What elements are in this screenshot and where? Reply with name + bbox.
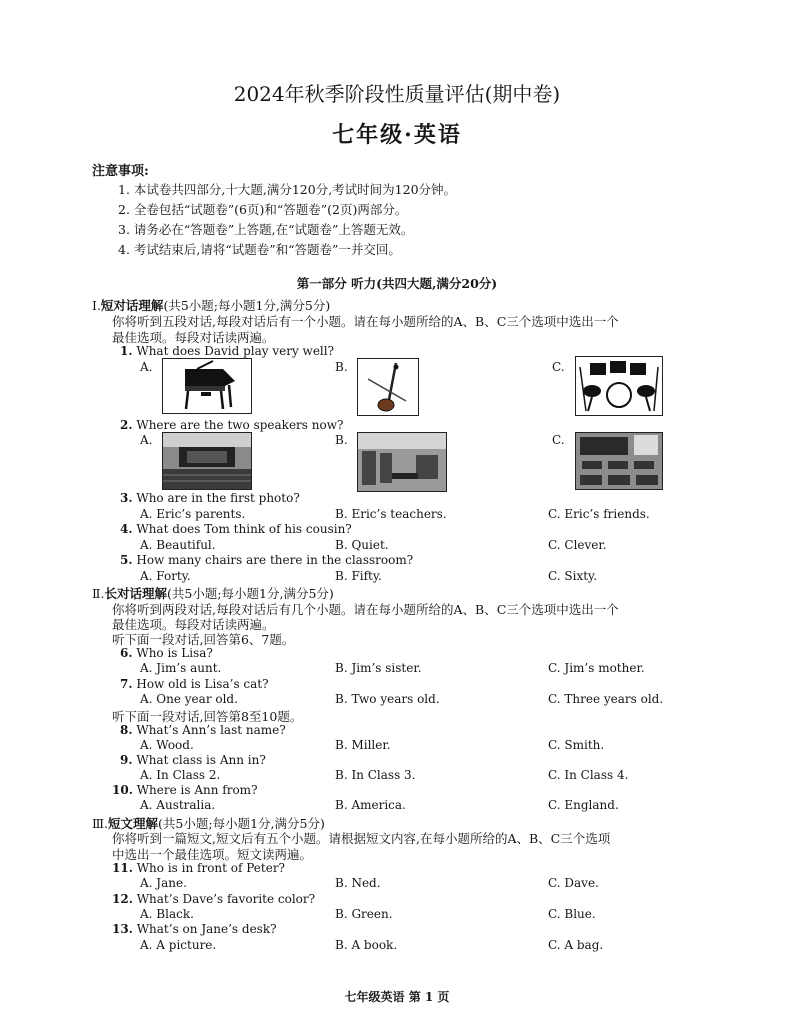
option-c: C. Eric’s friends. <box>548 507 650 521</box>
section-meta: (共5小题;每小题1分,满分5分) <box>158 816 325 831</box>
option-a: A. Forty. <box>140 569 191 583</box>
part1-heading: 第一部分 听力(共四大题,满分20分) <box>296 276 498 291</box>
question-number: 12. <box>112 892 133 906</box>
hall-picture <box>162 432 252 490</box>
classroom-photo-icon <box>576 433 662 489</box>
option-b: B. Miller. <box>335 738 391 752</box>
question-text: What’s on Jane’s desk? <box>136 922 277 936</box>
library-picture <box>357 432 447 492</box>
option-a: A. Jane. <box>140 876 187 890</box>
option-a: A. Beautiful. <box>140 538 216 552</box>
question-number: 11. <box>112 861 133 875</box>
picture-label-b: B. <box>335 433 348 447</box>
option-a: A. In Class 2. <box>140 768 221 782</box>
option-b: B. Quiet. <box>335 538 389 552</box>
drum-set-picture <box>575 356 663 416</box>
option-b: B. A book. <box>335 938 398 952</box>
section-number: Ⅲ. <box>92 816 109 831</box>
question-text: What class is Ann in? <box>136 753 266 767</box>
question-number: 3. <box>120 491 133 505</box>
note-item: 2. 全卷包括“试题卷”(6页)和“答题卷”(2页)两部分。 <box>118 202 408 217</box>
option-c: C. Jim’s mother. <box>548 661 645 675</box>
question-text: What’s Dave’s favorite color? <box>136 892 316 906</box>
question-number: 8. <box>120 723 133 737</box>
option-c: C. Smith. <box>548 738 605 752</box>
option-b: B. Jim’s sister. <box>335 661 422 675</box>
question <box>112 783 258 797</box>
section-instruction: 中选出一个最佳选项。短文读两遍。 <box>112 847 313 862</box>
question-text: What does Tom think of his cousin? <box>136 522 352 536</box>
question <box>112 861 285 875</box>
question <box>120 723 286 737</box>
exam-title: 2024年秋季阶段性质量评估(期中卷) <box>233 82 561 106</box>
note-item: 1. 本试卷共四部分,十大题,满分120分,考试时间为120分钟。 <box>118 182 457 197</box>
option-b: B. Green. <box>335 907 393 921</box>
question <box>120 418 343 432</box>
section-instruction: 你将听到五段对话,每段对话后有一个小题。请在每小题所给的A、B、C三个选项中选出一个 <box>112 314 619 329</box>
option-a: A. Wood. <box>140 738 194 752</box>
question <box>120 553 413 567</box>
option-a: A. One year old. <box>140 692 238 706</box>
question-number: 6. <box>120 646 133 660</box>
question-text: Who are in the first photo? <box>136 491 300 505</box>
section-title: 短文理解 <box>108 816 159 831</box>
note-item: 4. 考试结束后,请将“试题卷”和“答题卷”一并交回。 <box>118 242 401 257</box>
piano-icon <box>163 359 251 413</box>
question <box>120 646 213 660</box>
section-meta: (共5小题;每小题1分,满分5分) <box>163 298 331 313</box>
section-instruction: 你将听到两段对话,每段对话后有几个小题。请在每小题所给的A、B、C三个选项中选出一个 <box>112 602 619 617</box>
option-b: B. America. <box>335 798 406 812</box>
question <box>120 344 334 358</box>
question-number: 7. <box>120 677 133 691</box>
question-text: Who is in front of Peter? <box>136 861 285 875</box>
option-c: C. In Class 4. <box>548 768 629 782</box>
picture-label-a: A. <box>140 433 153 447</box>
option-c: C. Clever. <box>548 538 607 552</box>
option-c: C. Dave. <box>548 876 599 890</box>
option-a: A. Australia. <box>140 798 216 812</box>
question <box>120 753 266 767</box>
question-number: 4. <box>120 522 133 536</box>
notes-heading: 注意事项: <box>92 164 149 179</box>
picture-label-a: A. <box>140 360 153 374</box>
page-footer: 七年级英语 第 1 页 <box>344 990 450 1004</box>
question-number: 2. <box>120 418 133 432</box>
section-instruction: 最佳选项。每段对话读两遍。 <box>112 617 275 632</box>
question-number: 10. <box>112 783 133 797</box>
question-text: How old is Lisa’s cat? <box>136 677 269 691</box>
option-c: C. England. <box>548 798 619 812</box>
question <box>112 892 315 906</box>
section-instruction: 你将听到一篇短文,短文后有五个小题。请根据短文内容,在每小题所给的A、B、C三个选项 <box>112 831 611 846</box>
dialogue-intro: 听下面一段对话,回答第6、7题。 <box>112 632 295 647</box>
option-b: B. Fifty. <box>335 569 382 583</box>
section-title: 长对话理解 <box>104 586 167 601</box>
drum-set-icon <box>576 357 662 415</box>
question-text: Where is Ann from? <box>136 783 258 797</box>
option-c: C. Three years old. <box>548 692 664 706</box>
dialogue-intro: 听下面一段对话,回答第8至10题。 <box>112 709 303 724</box>
erhu-picture <box>357 358 419 416</box>
picture-label-b: B. <box>335 360 348 374</box>
section-number: Ⅱ. <box>92 586 105 601</box>
option-a: A. Jim’s aunt. <box>140 661 222 675</box>
question <box>120 677 269 691</box>
option-c: C. Sixty. <box>548 569 598 583</box>
question-text: What does David play very well? <box>136 344 335 358</box>
option-c: C. Blue. <box>548 907 596 921</box>
option-b: B. Two years old. <box>335 692 440 706</box>
option-a: A. A picture. <box>140 938 217 952</box>
option-b: B. Eric’s teachers. <box>335 507 447 521</box>
question-number: 9. <box>120 753 133 767</box>
hall-photo-icon <box>163 433 251 489</box>
exam-subtitle: 七年级·英语 <box>332 122 462 148</box>
question-number: 5. <box>120 553 133 567</box>
picture-label-c: C. <box>552 433 565 447</box>
question-text: How many chairs are there in the classroom? <box>136 553 414 567</box>
section-title: 短对话理解 <box>100 298 164 313</box>
option-b: B. Ned. <box>335 876 381 890</box>
option-a: A. Eric’s parents. <box>140 507 246 521</box>
section-number: Ⅰ. <box>92 298 101 313</box>
piano-picture <box>162 358 252 414</box>
question <box>112 922 277 936</box>
question-number: 1. <box>120 344 133 358</box>
erhu-icon <box>358 359 418 415</box>
option-a: A. Black. <box>140 907 194 921</box>
question-text: Where are the two speakers now? <box>136 418 344 432</box>
question <box>120 522 352 536</box>
question-number: 13. <box>112 922 133 936</box>
library-photo-icon <box>358 433 446 491</box>
note-item: 3. 请务必在“答题卷”上答题,在“试题卷”上答题无效。 <box>118 222 414 237</box>
question <box>120 491 300 505</box>
question-text: What’s Ann’s last name? <box>136 723 286 737</box>
option-b: B. In Class 3. <box>335 768 416 782</box>
picture-label-c: C. <box>552 360 565 374</box>
section-instruction: 最佳选项。每段对话读两遍。 <box>112 330 275 345</box>
section-meta: (共5小题;每小题1分,满分5分) <box>167 586 334 601</box>
question-text: Who is Lisa? <box>136 646 213 660</box>
option-c: C. A bag. <box>548 938 604 952</box>
classroom-picture <box>575 432 663 490</box>
